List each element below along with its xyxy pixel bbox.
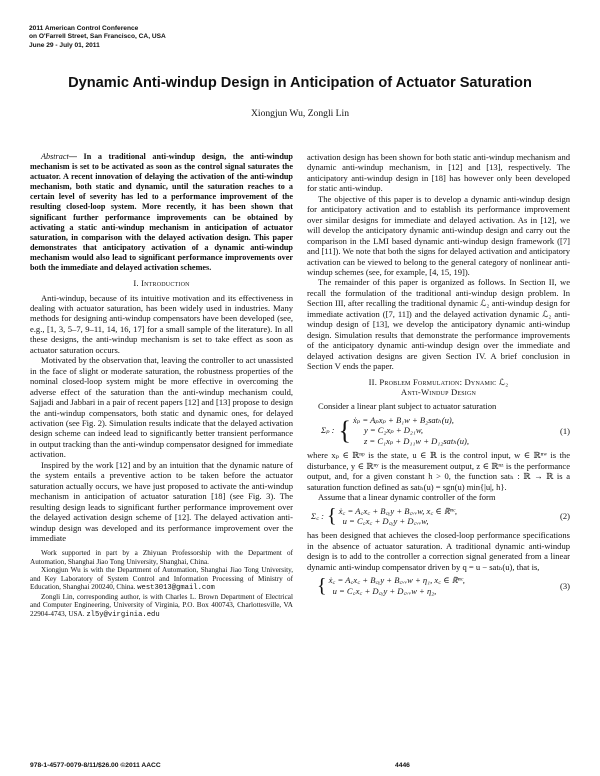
left-column	[30, 152, 293, 619]
equation-1-number: (1)	[560, 425, 570, 436]
conference-dates: June 29 - July 01, 2011	[29, 41, 100, 49]
right-paragraph-3: The remainder of this paper is organized as follows. In Section II, we recall the formulation of the traditional anti-windup design problem. In Section III, after recalling the traditional dynamic ℒ₂ anti-windup design for immediate activation ([7, 11]) and the delayed activation dynamic ℒ₂ anti-windup design of [13], we develop the anticipatory dynamic anti-windup design. Simulation results that demonstrate the performance improvements of the anticipatory dynamic anti-windup design over the immediate and delayed activation designs are given Section IV. A brief conclusion in Section V ends the paper.	[307, 277, 570, 372]
footnote-support: Work supported in part by a Zhiyuan Professorship with the Department of Automation, Shanghai Jiao Tong University, Shanghai, China.	[30, 549, 293, 566]
footnote-lin-text: Zongli Lin, corresponding author, is with Charles L. Brown Department of Electrical and Computer Engineering, University of Virginia, P.O. Box 400743, Charlottesville, VA 22904-4743, USA.	[30, 592, 293, 618]
equation-1-line-2: y = C₂xₚ + D₂₁w,	[363, 425, 424, 436]
section-heading-line-2: Anti-Windup Design	[400, 386, 477, 397]
controller-paragraph: has been designed that achieves the closed-loop performance specifications in the absence of actuator saturation. A traditional dynamic anti-windup design is to add to the controller a correction signal generated from a linear dynamic anti-windup compensator driven by q = u − satₕ(u), that is,	[307, 530, 570, 572]
intro-paragraph-2: Motivated by the observation that, leaving the controller to act unassisted in the face of slight or moderate saturation, the robustness properties of the nominal closed-loop system might be more effective in overcoming the adverse effect of the saturation than the anti-windup mechanism could, Sajjadi and Jabbari in a pair of recent papers [12] and [13] propose to design the anti-windup compensators, both static and dynamic ones, for delayed activation (see Fig. 2). Simulation results indicate that the delayed activation design scheme can indeed lead to significantly better transient performance in output tracking than the anti-windup compensator designed for immediate activation.	[30, 355, 293, 460]
equation-2-lhs: Σ꜀ :	[311, 510, 325, 521]
conference-venue: on O'Farrell Street, San Francisco, CA, USA	[29, 33, 166, 41]
equation-1-lhs: Σₚ :	[321, 425, 335, 436]
equation-1-line-1: ẋₚ = Aₚxₚ + B₁w + B₂satₕ(u),	[352, 414, 454, 425]
isbn-footer: 978-1-4577-0079-8/11/$26.00 ©2011 AACC	[30, 762, 161, 769]
footnote-wu-text: Xiongjun Wu is with the Department of Automation, Shanghai Jiao Tong University, and Key Laboratory of System Control and Information Processing of Ministry of Education, Shanghai 200240, China.	[30, 566, 293, 592]
plant-intro: Consider a linear plant subject to actuator saturation	[318, 401, 497, 412]
footnote-lin	[30, 593, 293, 620]
section-heading-problem-formulation	[307, 377, 570, 398]
conference-name: 2011 American Control Conference	[29, 25, 139, 32]
plant-definitions: where xₚ ∈ ℝⁿᵖ is the state, u ∈ ℝ is the control input, w ∈ ℝⁿʷ is the disturbance, y ∈ ℝⁿʸ is the measurement output, z ∈ ℝⁿᶻ is the performance output, and, for a given constant h > 0, the function satₕ : ℝ → ℝ is a saturation function defined as satₕ(u) = sgn(u) min{|u|, h}.	[307, 450, 570, 492]
equation-1-line-3: z = C₁xₚ + D₁₁w + D₁₂satₕ(u),	[363, 435, 470, 446]
footnotes	[30, 549, 293, 619]
equation-2-line-2: u = C꜀x꜀ + D꜀ᵧy + D꜀ᵥᵥw,	[342, 515, 429, 526]
equation-3-number: (3)	[560, 580, 570, 591]
section-heading-introduction: I. Introduction	[133, 278, 190, 289]
footnote-lin-email[interactable]: zl5y@virginia.edu	[86, 610, 160, 619]
equation-3-line-1: ẋ꜀ = A꜀x꜀ + B꜀ᵧy + B꜀ᵥᵥw + η₁, x꜀ ∈ ℝⁿᶜ,	[328, 575, 465, 586]
page-number: 4446	[395, 762, 410, 769]
abstract	[30, 152, 293, 273]
abstract-text: — In a traditional anti-windup design, the anti-windup mechanism is set to be activated as soon as the control signal saturates the actuator. A recent innovation of delaying the activation of the anti-windup mechanism, both static and dynamic, until the saturation reaches to a certain level of severity has led to a performance improvement of the resulting closed-loop system. More recently, it has been shown that significant further performance improvements can be obtained by activating a static anti-windup mechanism in anticipation of actuator saturation, in comparison with the delayed activation design. This paper demonstrates that anticipatory activation of a dynamic anti-windup mechanism would also lead to significant performance improvements over both the immediate and delayed activation schemes.	[30, 152, 293, 273]
equation-2: Σ꜀ : { ẋ꜀ = A꜀x꜀ + B꜀ᵧy + B꜀ᵥᵥw, x꜀ ∈ ℝⁿᶜ, u = C꜀x꜀ + D꜀ᵧy + D꜀ᵥᵥw, (2)	[311, 504, 570, 527]
equation-1: Σₚ : { ẋₚ = Aₚxₚ + B₁w + B₂satₕ(u), y = C₂xₚ + D₂₁w, z = C₁xₚ + D₁₁w + D₁₂satₕ(u), (1)	[321, 414, 570, 446]
intro-paragraph-1: Anti-windup, because of its intuitive motivation and its effectiveness in dealing with actuator saturation, has been widely used in industries. Many methods for designing anti-windup compensators have been developed (see, e.g., [1, 3, 5–7, 9–11, 14, 16, 17] for a small sample of the literature). In all these designs, the anti-windup mechanism is set to take effect as soon as actuator saturation occurs.	[30, 292, 293, 355]
right-paragraph-2: The objective of this paper is to develop a dynamic anti-windup design for anticipatory activation and to establish its performance improvement over similar designs for immediate and delayed activation. As in [12], we will develop the anticipatory dynamic anti-windup design and carry out the comparison in the LMI based dynamic anti-windup design framework ([7] and [11]). We note that both the signs for delayed activation and anticipatory activation can be viewed to belong to the general category of nonlinear anti-windup schemes (see, for example, [4, 15, 19]).	[307, 193, 570, 277]
intro-paragraph-3: Inspired by the work [12] and by an intuition that the dynamic nature of the system entails a preventive action to be taken before the actuator saturation actually occurs, we have just proposed to activate the anti-windup mechanism in anticipation of actuator saturation [18] (see Fig. 3). The resulting design leads to significant further performance improvement over the delayed activation design scheme of [12]. The delayed activation anti-windup design was developed and its performance improvement over the immediate	[30, 459, 293, 543]
equation-2-number: (2)	[560, 510, 570, 521]
equation-3: { ẋ꜀ = A꜀x꜀ + B꜀ᵧy + B꜀ᵥᵥw + η₁, x꜀ ∈ ℝⁿᶜ, u = C꜀x꜀ + D꜀ᵧy + D꜀ᵥᵥw + η₂, (3)	[317, 574, 570, 597]
footnote-wu	[30, 566, 293, 593]
equation-2-line-1: ẋ꜀ = A꜀x꜀ + B꜀ᵧy + B꜀ᵥᵥw, x꜀ ∈ ℝⁿᶜ,	[338, 505, 458, 516]
right-paragraph-1: activation design has been shown for both static anti-windup mechanism and dynamic anti-windup mechanism, in [12] and [13], respectively. The anticipatory anti-windup design in [18] has however only been developed for static anti-windup.	[307, 152, 570, 194]
section-heading-line-1: II. Problem Formulation: Dynamic ℒ₂	[368, 376, 509, 387]
paper-authors: Xiongjun Wu, Zongli Lin	[250, 108, 350, 119]
abstract-label: Abstract	[41, 152, 69, 161]
equation-3-line-2: u = C꜀x꜀ + D꜀ᵧy + D꜀ᵥᵥw + η₂,	[332, 585, 437, 596]
paper-title: Dynamic Anti-windup Design in Anticipation of Actuator Saturation	[68, 75, 532, 91]
conference-info	[29, 25, 166, 50]
controller-intro: Assume that a linear dynamic controller of the form	[318, 492, 496, 503]
footnote-wu-email[interactable]: west3013@gmail.com	[137, 584, 215, 593]
right-column	[307, 152, 570, 600]
